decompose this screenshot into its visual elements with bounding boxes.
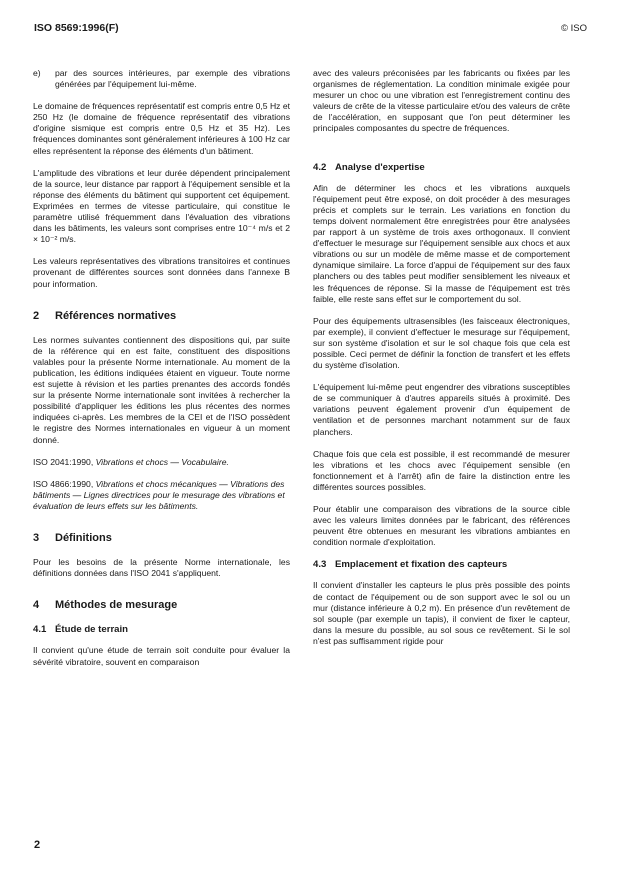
section-4-2-heading [313,162,570,173]
amplitude-paragraph: L'amplitude des vibrations et leur durée dépendent principalement de la source, leur distance par rapport à l'équipement sensible et la réponse des éléments du bâtiment qui supportent cet équipement. Exprimées en termes de vitesse particulaire, qui constitue le paramètre utilisé fréquemment dans l'évaluation des vibrations dans les bâtiments, les valeurs sont comprises entre 10⁻⁴ m/s et 2 × 10⁻² m/s. [33,167,290,245]
reference-code: ISO 2041:1990, [33,456,94,467]
right-column [313,68,570,658]
section-4-1-heading [33,624,290,635]
section-number: 2 [33,309,40,322]
section-2-heading [33,311,290,322]
document-id-header: ISO 8569:1996(F) [34,22,119,34]
section-title: Analyse d'expertise [335,161,425,173]
expertise-paragraph-2: Pour des équipements ultrasensibles (les faisceaux électroniques, par exemple), il convient d'effectuer le mesurage sur l'équipement, sur son système d'isolation et sur le sol chaque fois que cela est possible. Ceci permet de définir la fonction de transfert et les effets du système d'isolation. [313,315,570,371]
left-column [33,68,290,679]
expertise-paragraph-4: Chaque fois que cela est possible, il est recommandé de mesurer les vibrations et les chocs avec l'équipement sensible (en fonctionnement et à l'arrêt) afin de faire la distinction entre les différentes sources possibles. [313,448,570,492]
section-title: Étude de terrain [55,624,129,636]
reference-iso-2041 [33,457,290,468]
section-number: 3 [33,532,40,544]
frequency-paragraph: Le domaine de fréquences représentatif est compris entre 0,5 Hz et 250 Hz (le domaine de fréquence représentatif des vibrations d'origine sismique est compris entre 0,5 Hz et 35 Hz). Les fréquences dominantes sont généralement inférieures à 100 Hz car elles représentent la réponse des éléments d'un bâtiment. [33,101,290,156]
reference-code: ISO 4866:1990, [33,478,94,489]
list-item-e [33,68,290,90]
iso-copyright-header: © ISO [560,23,587,34]
annex-paragraph: Les valeurs représentatives des vibrations transitoires et continues provenant de différentes sources sont données dans l'annexe B pour information. [33,256,290,289]
normative-references-paragraph: Les normes suivantes contiennent des dispositions qui, par suite de la référence qui en est faite, constituent des dispositions valables pour la présente Norme internationale. Au moment de la publication, les éditions indiquées étaient en vigueur. Toute norme est sujette à révision et les parties prenantes des accords fondés sur la présente Norme internationale sont invitées à rechercher la possibilité d'appliquer les éditions les plus récentes des normes indiquées ci-après. Les membres de la CEI et de l'ISO possèdent le registre des Normes internationales en vigueur à un moment donné. [33,334,290,445]
field-study-paragraph: Il convient qu'une étude de terrain soit conduite pour évaluer la sévérité vibratoire, souvent en comparaison [33,645,290,667]
list-item-label: e) [33,68,41,78]
section-number: 4.3 [313,559,327,571]
list-item-text: par des sources intérieures, par exemple des vibrations générées par l'équipement lui-même. [55,68,290,90]
section-number: 4.2 [313,161,327,173]
section-3-heading [33,533,290,544]
section-number: 4 [33,599,40,612]
section-4-heading [33,600,290,611]
section-title: Emplacement et fixation des capteurs [335,559,508,571]
section-title: Définitions [55,532,112,544]
page-number: 2 [34,839,41,851]
section-4-3-heading [313,559,570,570]
definitions-paragraph: Pour les besoins de la présente Norme internationale, les définitions données dans l'ISO 2041 s'appliquent. [33,557,290,579]
reference-title: Vibrations et chocs mécaniques — Vibrations des bâtiments — Lignes directrices pour le mesurage des vibrations et évaluation de leurs effets sur les bâtiments. [33,478,285,511]
section-number: 4.1 [33,624,47,636]
section-title: Références normatives [55,309,177,322]
continued-paragraph: avec des valeurs préconisées par les fabricants ou fixées par les organismes de réglementation. La condition minimale exigée pour mesurer un choc ou une vibration est l'enregistrement continu des valeurs de crête de la vitesse particulaire et/ou des valeurs de crête de l'accélération, en supposant que l'on peut déterminer les principales composantes du spectre de fréquences. [313,68,570,134]
expertise-paragraph-5: Pour établir une comparaison des vibrations de la source cible avec les valeurs limites données par le fabricant, des références peuvent être obtenues en mesurant les vibrations ambiantes en condition normale d'exploitation. [313,504,570,548]
expertise-paragraph-1: Afin de déterminer les chocs et les vibrations auxquels l'équipement peut être exposé, on doit procéder à des mesurages précis et complets sur le terrain. Les variations en fonction du temps doivent normalement être enregistrées pour être analysées par rapport à un système de trois axes orthogonaux. Il convient d'effectuer le mesurage sur l'équipement sensible aux chocs et aux vibrations ou sur un modèle de même masse et de comportement dynamique similaire. La force d'appui de l'équipement sur des faux planchers ou des tables peut modifier sensiblement les niveaux et les fréquences de réponse. Si la masse de l'équipement est très faible, elle reste sans effet sur le comportement du sol. [313,182,570,304]
reference-title: Vibrations et chocs — Vocabulaire. [95,456,229,467]
expertise-paragraph-3: L'équipement lui-même peut engendrer des vibrations susceptibles de se communiquer à d'autres appareils situés à proximité. Des variations peuvent également provenir d'un équipement de ventilation et de personnes marchant notamment sur de faux planchers. [313,382,570,437]
section-title: Méthodes de mesurage [55,599,178,612]
reference-iso-4866 [33,479,290,512]
sensor-placement-paragraph: Il convient d'installer les capteurs le plus près possible des points de contact de l'équipement ou de son support avec le sol ou un mur (distance inférieure à 0,2 m). En présence d'un revêtement de sol souple (par exemple un tapis), il convient de fixer le capteur, dans la mesure du possible, au sol sous ce revêtement. Si le sol n'est pas suffisamment rigide pour [313,580,570,646]
